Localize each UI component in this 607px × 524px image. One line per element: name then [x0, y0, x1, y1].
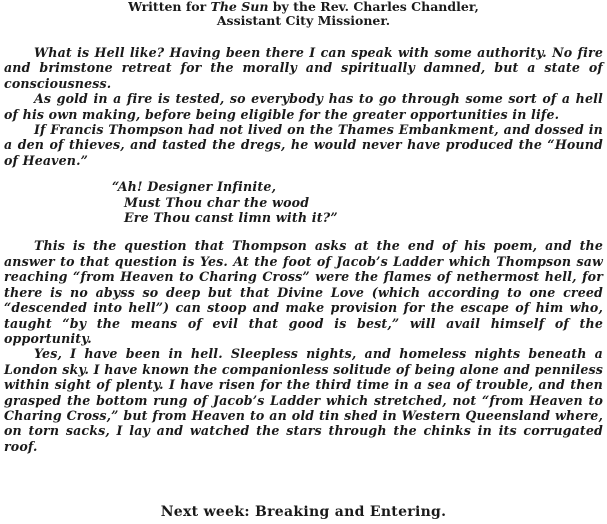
- byline: [4, 0, 603, 28]
- poem-quote: [112, 179, 603, 225]
- paragraph-2: As gold in a fire is tested, so everybody has to go through some sort of a hell of his own making, before being eligible for the greater opportunities in life.: [4, 91, 603, 122]
- paragraph-5: Yes, I have been in hell. Sleepless nights, and homeless nights beneath a London sky. I have known the companionless solitude of being alone and penniless within sight of plenty. I have risen for the third time in a sea of trouble, and then grasped the bottom rung of Jacob’s Ladder which stretched, not “from Heaven to Charing Cross,” but from Heaven to an old tin shed in Western Queensland where, on torn sacks, I lay and watched the stars through the chinks in its corrugated roof.: [4, 346, 603, 454]
- byline-author: by the Rev. Charles Chandler,: [268, 0, 479, 14]
- publication-name: The Sun: [210, 0, 269, 14]
- byline-author-line: [4, 0, 603, 14]
- next-week-teaser: Next week: Breaking and Entering.: [160, 504, 447, 520]
- poem-line-1: “Ah! Designer Infinite,: [112, 179, 277, 195]
- paragraph-4: This is the question that Thompson asks at the end of his poem, and the answer to that question is Yes. At the foot of Jacob’s Ladder which Thompson saw reaching “from Heaven to Charing Cross” were the flames of nethermost hell, for there is no abyss so deep but that Divine Love (which according to one creed “descended into hell”) can stoop and make provision for the escape of him who, taught “by the means of evil that good is best,” will avail himself of the opportunity.: [4, 238, 603, 346]
- poem-line-2: Must Thou char the wood: [124, 194, 310, 210]
- paragraph-1: What is Hell like? Having been there I can speak with some authority. No fire and brimstone retreat for the morally and spiritually damned, but a state of consciousness.: [4, 45, 603, 91]
- paragraph-3: If Francis Thompson had not lived on the Thames Embankment, and dossed in a den of thieves, and tasted the dregs, he would never have produced the “Hound of Heaven.”: [4, 122, 603, 168]
- poem-line-3: Ere Thou canst limn with it?”: [124, 210, 338, 226]
- article-body: [4, 45, 603, 454]
- byline-role: Assistant City Missioner.: [216, 13, 391, 28]
- byline-prefix: Written for: [128, 0, 211, 14]
